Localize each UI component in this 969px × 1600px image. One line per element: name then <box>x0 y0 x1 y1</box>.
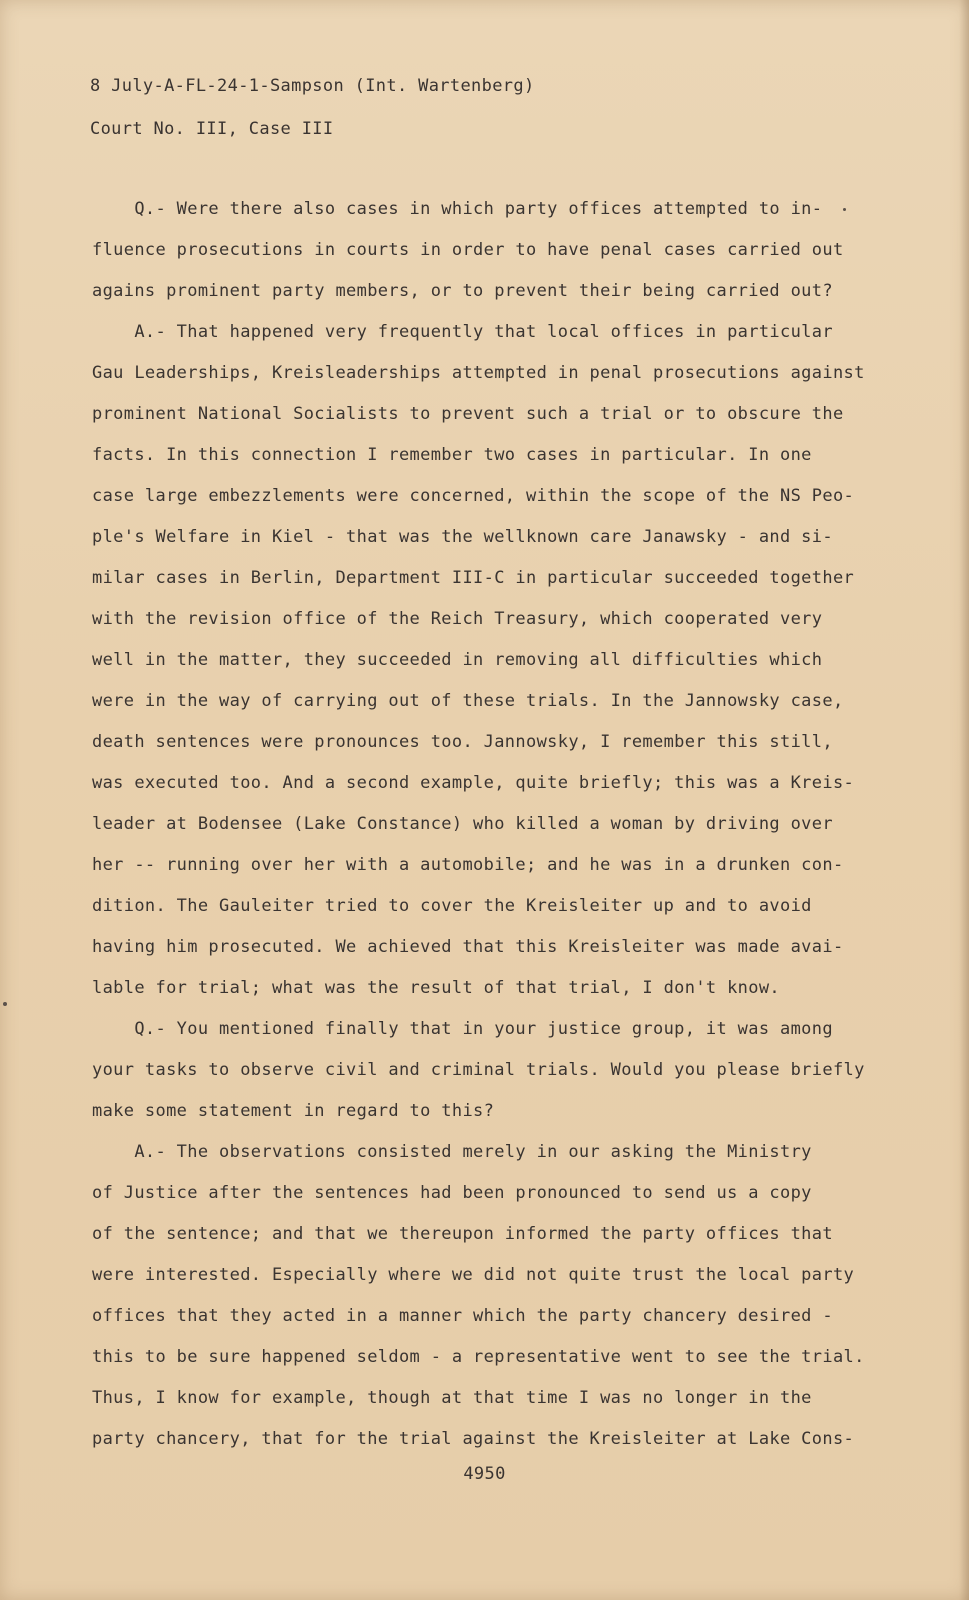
body-line: ple's Welfare in Kiel - that was the wellknown care Janawsky - and si- <box>92 527 833 547</box>
body-line: A.- That happened very frequently that local offices in particular <box>92 322 833 342</box>
body-line: Q.- Were there also cases in which party offices attempted to in- <box>92 199 823 219</box>
document-header-court: Court No. III, Case III <box>90 119 334 139</box>
body-line: your tasks to observe civil and criminal trials. Would you please briefly <box>92 1060 865 1080</box>
body-line: her -- running over her with a automobile; and he was in a drunken con- <box>92 855 844 875</box>
body-line: Thus, I know for example, though at that time I was no longer in the <box>92 1388 812 1408</box>
body-line: of Justice after the sentences had been pronounced to send us a copy <box>92 1183 812 1203</box>
body-line: milar cases in Berlin, Department III-C in particular succeeded together <box>92 568 855 588</box>
body-line: having him prosecuted. We achieved that this Kreisleiter was made avai- <box>92 937 844 957</box>
binding-hole-mark <box>3 1002 7 1006</box>
body-line: Q.- You mentioned finally that in your justice group, it was among <box>92 1019 833 1039</box>
body-line: make some statement in regard to this? <box>92 1101 495 1121</box>
body-line: were interested. Especially where we did not quite trust the local party <box>92 1265 855 1285</box>
body-line: this to be sure happened seldom - a representative went to see the trial. <box>92 1347 865 1367</box>
body-line: death sentences were pronounces too. Jannowsky, I remember this still, <box>92 732 833 752</box>
page-number: 4950 <box>463 1464 506 1484</box>
body-line: dition. The Gauleiter tried to cover the Kreisleiter up and to avoid <box>92 896 812 916</box>
body-line: Gau Leaderships, Kreisleaderships attempted in penal prosecutions against <box>92 363 865 383</box>
body-line: party chancery, that for the trial against the Kreisleiter at Lake Cons- <box>92 1429 855 1449</box>
body-line: offices that they acted in a manner which the party chancery desired - <box>92 1306 833 1326</box>
paper-speck <box>843 208 846 211</box>
body-line: lable for trial; what was the result of that trial, I don't know. <box>92 978 781 998</box>
body-line: A.- The observations consisted merely in our asking the Ministry <box>92 1142 812 1162</box>
body-line: facts. In this connection I remember two cases in particular. In one <box>92 445 812 465</box>
body-line: case large embezzlements were concerned, within the scope of the NS Peo- <box>92 486 855 506</box>
body-line: of the sentence; and that we thereupon informed the party offices that <box>92 1224 833 1244</box>
document-header-reference: 8 July-A-FL-24-1-Sampson (Int. Wartenberg) <box>90 76 535 96</box>
body-line: with the revision office of the Reich Treasury, which cooperated very <box>92 609 823 629</box>
body-line: leader at Bodensee (Lake Constance) who killed a woman by driving over <box>92 814 833 834</box>
body-line: prominent National Socialists to prevent such a trial or to obscure the <box>92 404 844 424</box>
body-line: fluence prosecutions in courts in order to have penal cases carried out <box>92 240 844 260</box>
body-line: was executed too. And a second example, quite briefly; this was a Kreis- <box>92 773 855 793</box>
page-edge-shadow <box>959 0 969 1600</box>
body-line: were in the way of carrying out of these trials. In the Jannowsky case, <box>92 691 844 711</box>
body-line: well in the matter, they succeeded in removing all difficulties which <box>92 650 823 670</box>
body-line: agains prominent party members, or to prevent their being carried out? <box>92 281 833 301</box>
